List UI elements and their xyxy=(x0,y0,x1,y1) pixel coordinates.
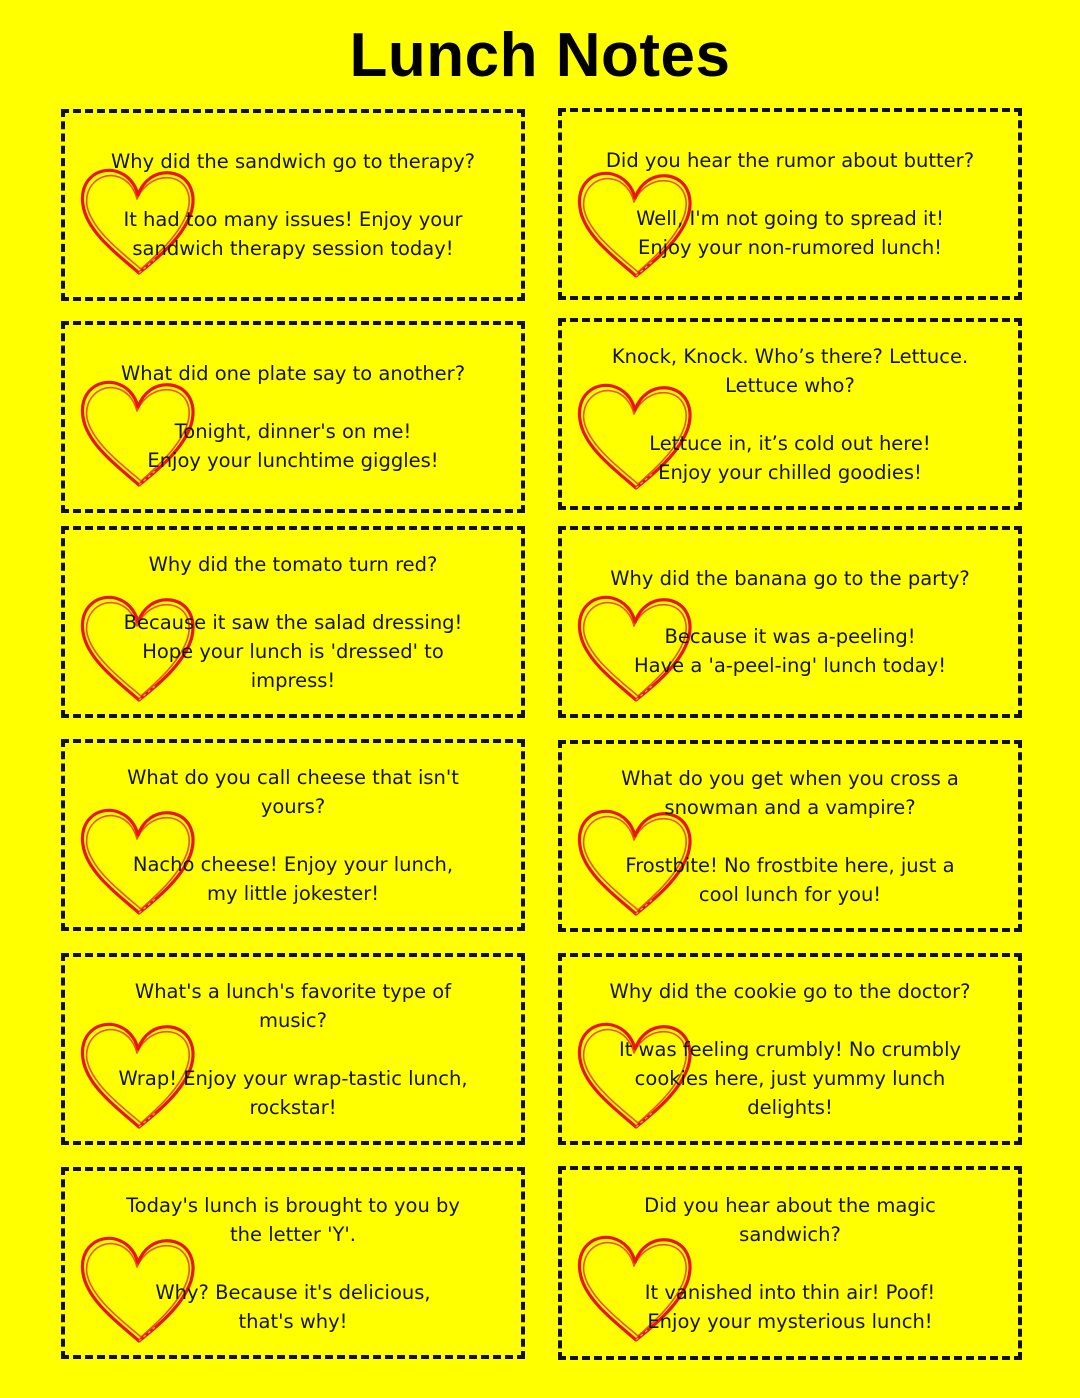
note-answer: Wrap! Enjoy your wrap-tastic lunch, rockstar! xyxy=(118,1066,468,1119)
note-text xyxy=(576,112,1004,296)
note-question: What do you call cheese that isn't yours? xyxy=(127,765,459,818)
note-text xyxy=(79,113,507,297)
note-text xyxy=(79,530,507,714)
note-card xyxy=(61,739,525,931)
note-card xyxy=(558,953,1022,1145)
note-question: Why did the sandwich go to therapy? xyxy=(111,150,475,173)
note-text xyxy=(79,957,507,1141)
note-question: What's a lunch's favorite type of music? xyxy=(134,979,452,1032)
note-card xyxy=(558,108,1022,300)
note-card xyxy=(558,526,1022,718)
note-text xyxy=(576,322,1004,506)
note-card xyxy=(61,1167,525,1359)
note-card xyxy=(61,953,525,1145)
note-answer: Lettuce in, it’s cold out here! Enjoy your chilled goodies! xyxy=(649,431,931,484)
note-question: Did you hear the rumor about butter? xyxy=(605,149,975,172)
note-question: Knock, Knock. Who’s there? Lettuce. Lettuce who? xyxy=(611,344,969,397)
note-question: Today's lunch is brought to you by the letter 'Y'. xyxy=(126,1193,460,1246)
note-text xyxy=(79,325,507,509)
note-answer: Tonight, dinner's on me! Enjoy your lunchtime giggles! xyxy=(147,420,439,472)
note-text xyxy=(576,957,1004,1141)
note-card xyxy=(61,109,525,301)
note-answer: Because it saw the salad dressing! Hope your lunch is 'dressed' to impress! xyxy=(123,610,463,692)
note-answer: It had too many issues! Enjoy your sandwich therapy session today! xyxy=(123,208,463,260)
note-card xyxy=(558,318,1022,510)
note-text xyxy=(576,530,1004,714)
note-text xyxy=(576,1170,1004,1356)
note-answer: Frostbite! No frostbite here, just a cool lunch for you! xyxy=(625,853,955,906)
note-answer: Why? Because it's delicious, that's why! xyxy=(155,1280,431,1333)
note-question: Why did the tomato turn red? xyxy=(148,552,438,576)
note-answer: Nacho cheese! Enjoy your lunch, my little jokester! xyxy=(132,852,454,905)
note-card xyxy=(558,1166,1022,1360)
note-text xyxy=(79,1171,507,1355)
note-card xyxy=(61,321,525,513)
note-question: Why did the cookie go to the doctor? xyxy=(609,979,971,1003)
note-question: Why did the banana go to the party? xyxy=(610,567,970,590)
note-question: What did one plate say to another? xyxy=(120,362,466,385)
note-text xyxy=(79,743,507,927)
note-text xyxy=(576,744,1004,928)
note-question: What do you get when you cross a snowman and a vampire? xyxy=(621,766,959,819)
note-answer: Well, I'm not going to spread it! Enjoy your non-rumored lunch! xyxy=(636,207,944,259)
note-answer: Because it was a-peeling! Have a 'a-peel-ing' lunch today! xyxy=(633,625,947,677)
page-title: Lunch Notes xyxy=(349,21,731,90)
note-card xyxy=(61,526,525,718)
note-answer: It vanished into thin air! Poof! Enjoy your mysterious lunch! xyxy=(644,1280,936,1333)
note-card xyxy=(558,740,1022,932)
note-answer: It was feeling crumbly! No crumbly cookies here, just yummy lunch delights! xyxy=(618,1037,962,1119)
note-question: Did you hear about the magic sandwich? xyxy=(644,1193,936,1246)
